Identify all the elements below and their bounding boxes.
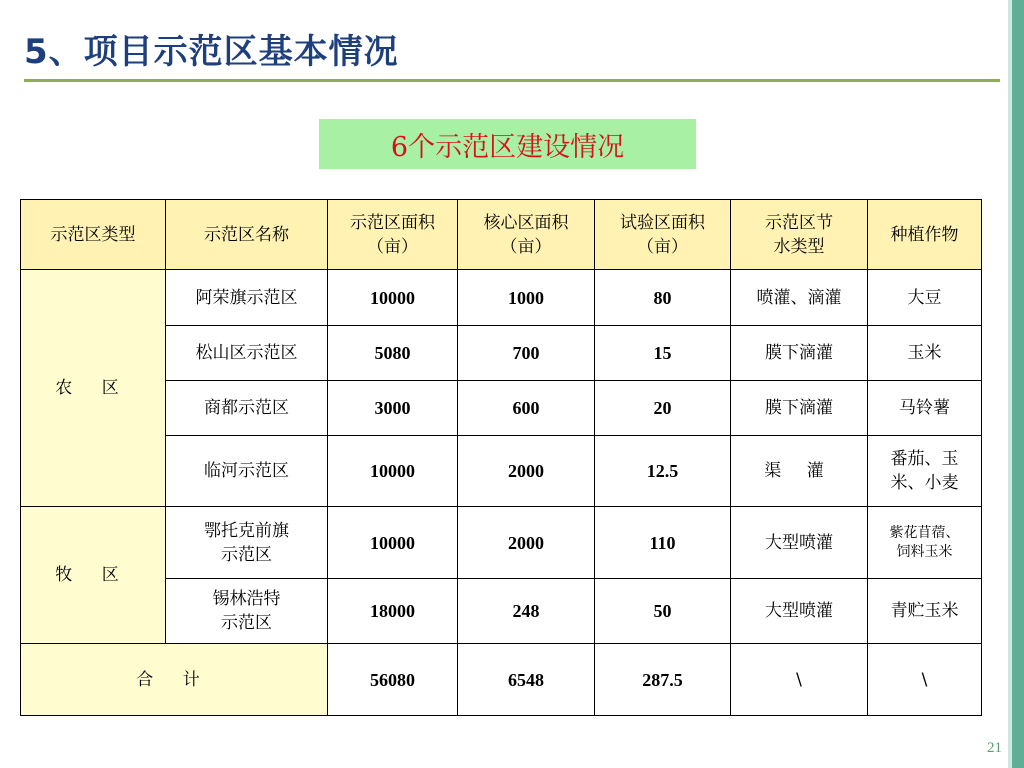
row-area: 10000: [328, 507, 458, 579]
header-cell-crop: 种植作物: [868, 200, 982, 270]
row-trial: 50: [595, 579, 731, 644]
page-number: 21: [987, 740, 1002, 756]
table-row: [21, 579, 982, 644]
header-cell-type: 示范区类型: [21, 200, 166, 270]
row-core: 1000: [458, 270, 595, 326]
table-row: [21, 381, 982, 436]
row-area: 10000: [328, 436, 458, 507]
row-crop: [868, 507, 982, 579]
table-row: [21, 436, 982, 507]
header-cell-irrigation: [731, 200, 868, 270]
row-core: 700: [458, 326, 595, 381]
row-crop: 马铃薯: [868, 381, 982, 436]
group-cell-pasture: 牧 区: [21, 507, 166, 644]
row-trial: 15: [595, 326, 731, 381]
row-name: 临河示范区: [166, 436, 328, 507]
total-label: 合 计: [21, 644, 328, 716]
page-title: 5、项目示范区基本情况: [24, 32, 399, 72]
header-irrigation-label: 示范区节水类型: [765, 212, 833, 257]
table-row: [21, 270, 982, 326]
row-irrigation: 大型喷灌: [731, 579, 868, 644]
total-area: 56080: [328, 644, 458, 716]
row-crop-text: 番茄、玉米、小麦: [890, 449, 959, 493]
table-header-row: [21, 200, 982, 270]
header-cell-area: [328, 200, 458, 270]
row-area: 5080: [328, 326, 458, 381]
table-row: [21, 507, 982, 579]
demo-area-table: [20, 199, 982, 716]
total-crop: \: [868, 644, 982, 716]
group-cell-farm: 农 区: [21, 270, 166, 507]
row-name: [166, 507, 328, 579]
row-name-text: 锡林浩特示范区: [212, 589, 281, 633]
row-area: 18000: [328, 579, 458, 644]
total-irrigation: \: [731, 644, 868, 716]
row-crop: 青贮玉米: [868, 579, 982, 644]
header-core-label: 核心区面积（亩）: [483, 212, 569, 257]
row-trial: 20: [595, 381, 731, 436]
total-trial: 287.5: [595, 644, 731, 716]
row-crop: 玉米: [868, 326, 982, 381]
title-divider: [24, 79, 1000, 82]
row-area: 3000: [328, 381, 458, 436]
header-cell-trial: [595, 200, 731, 270]
table-row: [21, 326, 982, 381]
row-name-text: 鄂托克前旗示范区: [204, 520, 289, 565]
row-irrigation: 大型喷灌: [731, 507, 868, 579]
row-irrigation: 喷灌、滴灌: [731, 270, 868, 326]
row-core: 248: [458, 579, 595, 644]
table-total-row: [21, 644, 982, 716]
row-trial: 80: [595, 270, 731, 326]
row-trial: 110: [595, 507, 731, 579]
row-crop: 大豆: [868, 270, 982, 326]
subtitle-banner: [319, 119, 696, 169]
row-irrigation: 膜下滴灌: [731, 326, 868, 381]
row-crop: [868, 436, 982, 507]
row-area: 10000: [328, 270, 458, 326]
header-area-label: 示范区面积（亩）: [350, 212, 435, 257]
row-core: 2000: [458, 436, 595, 507]
side-accent-bar: [1012, 0, 1024, 768]
row-crop-text: 紫花苜蓿、饲料玉米: [889, 524, 960, 560]
row-irrigation: 膜下滴灌: [731, 381, 868, 436]
header-cell-core: [458, 200, 595, 270]
row-core: 2000: [458, 507, 595, 579]
row-trial: 12.5: [595, 436, 731, 507]
row-name: [166, 579, 328, 644]
header-cell-name: 示范区名称: [166, 200, 328, 270]
header-trial-label: 试验区面积（亩）: [620, 212, 705, 257]
total-core: 6548: [458, 644, 595, 716]
row-irrigation: 渠 灌: [731, 436, 868, 507]
row-name: 松山区示范区: [166, 326, 328, 381]
row-core: 600: [458, 381, 595, 436]
row-name: 阿荣旗示范区: [166, 270, 328, 326]
subtitle-text: 6个示范区建设情况: [390, 131, 625, 163]
row-name: 商都示范区: [166, 381, 328, 436]
